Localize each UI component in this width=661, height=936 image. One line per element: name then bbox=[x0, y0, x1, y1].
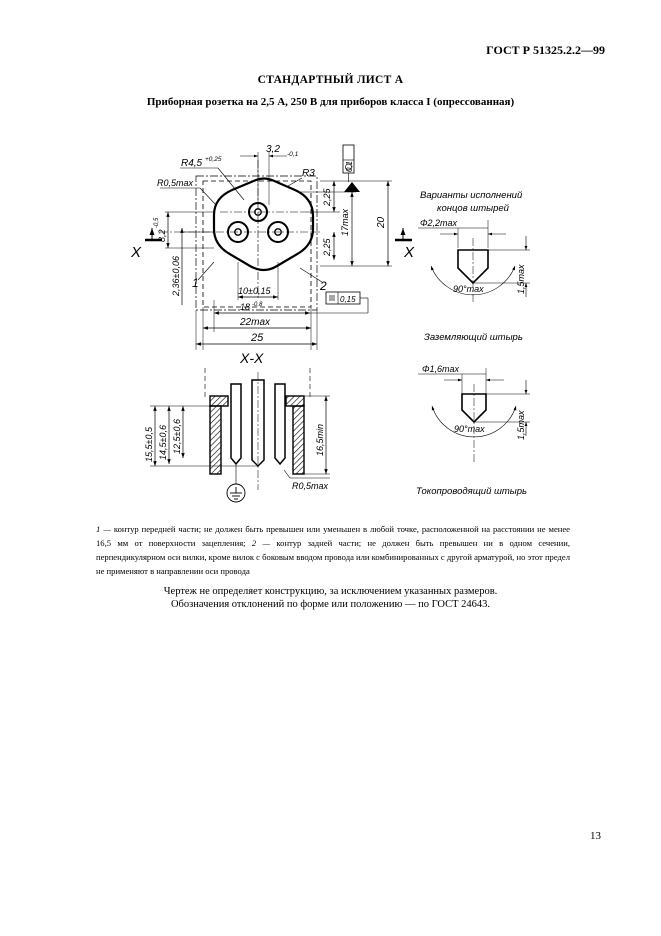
earth-pin-caption: Заземляющий штырь bbox=[424, 332, 523, 343]
dim-155: 15,5±0,5 bbox=[144, 427, 154, 462]
tol-flat-value: 0,15 bbox=[340, 295, 356, 304]
section-mark-right: X bbox=[404, 244, 415, 261]
live-pin-length: 1,5max bbox=[516, 410, 526, 440]
dim-18: 18 bbox=[240, 302, 251, 312]
section-mark-left: X bbox=[131, 244, 142, 261]
note-1-text: контур передней части; не должен быть превышен или уменьшен в любой точке, расположенной на расстоянии не менее 16,5 мм от поверхности зацепления; bbox=[96, 524, 571, 548]
earth-pin-diameter: Φ2,2max bbox=[420, 218, 458, 228]
contour-1-label: 1 bbox=[192, 276, 199, 290]
page-subtitle: Приборная розетка на 2,5 А, 250 В для приборов класса I (опрессованная) bbox=[146, 96, 515, 108]
dim-125: 12,5±0,6 bbox=[172, 419, 182, 454]
dim-82-tol: -0,5 bbox=[154, 217, 160, 228]
front-view bbox=[145, 145, 412, 350]
dim-r05-front: R0,5max bbox=[157, 178, 194, 188]
dim-18-tol: -0,8 bbox=[252, 302, 263, 308]
dim-r45: R4,5 bbox=[181, 158, 203, 169]
note-2-text: контур задней части; не должен быть превышен ни в одном сечении, перпендикулярном оси вилки, кроме вилок с боковым вводом провода или комбинированных с другой арматурой, но этот предел не применяют в направлении оси провода bbox=[96, 538, 571, 576]
front-view-labels bbox=[130, 144, 415, 344]
live-pin-diameter: Φ1,6max bbox=[422, 364, 460, 374]
dim-165: 16,5min bbox=[315, 423, 325, 456]
dim-225-top: 2,25 bbox=[322, 188, 332, 206]
dim-225-bottom: 2,25 bbox=[322, 238, 332, 256]
dim-r05-section: R0,5max bbox=[292, 481, 329, 491]
dim-82: 8,2 bbox=[157, 229, 167, 242]
standard-id: ГОСТ Р 51325.2.2—99 bbox=[486, 43, 605, 57]
earth-pin-angle: 90°max bbox=[453, 284, 484, 294]
socket-face bbox=[214, 179, 313, 271]
dim-32-tol: -0,1 bbox=[287, 151, 299, 158]
contour-2-label: 2 bbox=[320, 279, 327, 293]
section-pin-right bbox=[275, 384, 285, 464]
dim-17max: 17max bbox=[340, 208, 350, 236]
section-wall-right bbox=[293, 406, 304, 474]
page-title: СТАНДАРТНЫЙ ЛИСТ А bbox=[257, 74, 404, 86]
live-pin-caption: Токопроводящий штырь bbox=[416, 486, 528, 497]
dim-25: 25 bbox=[251, 332, 264, 344]
footer-line-1: Чертеж не определяет конструкцию, за исключением указанных размеров. bbox=[163, 586, 498, 597]
dim-r45-tol: +0,25 bbox=[205, 156, 222, 163]
notes-block bbox=[96, 522, 570, 578]
live-pin-detail bbox=[418, 368, 530, 462]
dim-22max: 22max bbox=[240, 317, 271, 328]
dim-10: 10±0,15 bbox=[238, 286, 271, 296]
footer-notes bbox=[0, 585, 661, 611]
dim-145: 14,5±0,6 bbox=[158, 425, 168, 460]
variants-title-2: концов штырей bbox=[437, 203, 509, 214]
earth-pin-length: 1,5max bbox=[516, 264, 526, 294]
section-pin-left bbox=[231, 384, 241, 464]
variants-title-1: Варианты исполнений bbox=[420, 190, 523, 201]
section-title: X-X bbox=[240, 350, 264, 366]
page-number: 13 bbox=[590, 830, 601, 842]
note-1-number: 1 — bbox=[96, 524, 111, 534]
dim-32: 3,2 bbox=[266, 144, 280, 155]
dim-236: 2,36±0,06 bbox=[171, 256, 181, 296]
live-pin-angle: 90°max bbox=[454, 424, 485, 434]
tol-pos-value: 0,1 bbox=[345, 160, 354, 172]
footer-line-2: Обозначения отклонений по форме или положению — по ГОСТ 24643. bbox=[170, 599, 491, 610]
section-wall-left bbox=[210, 406, 221, 474]
dim-r3: R3 bbox=[302, 168, 315, 179]
note-2-number: 2 — bbox=[251, 538, 271, 548]
dim-20: 20 bbox=[376, 216, 387, 228]
